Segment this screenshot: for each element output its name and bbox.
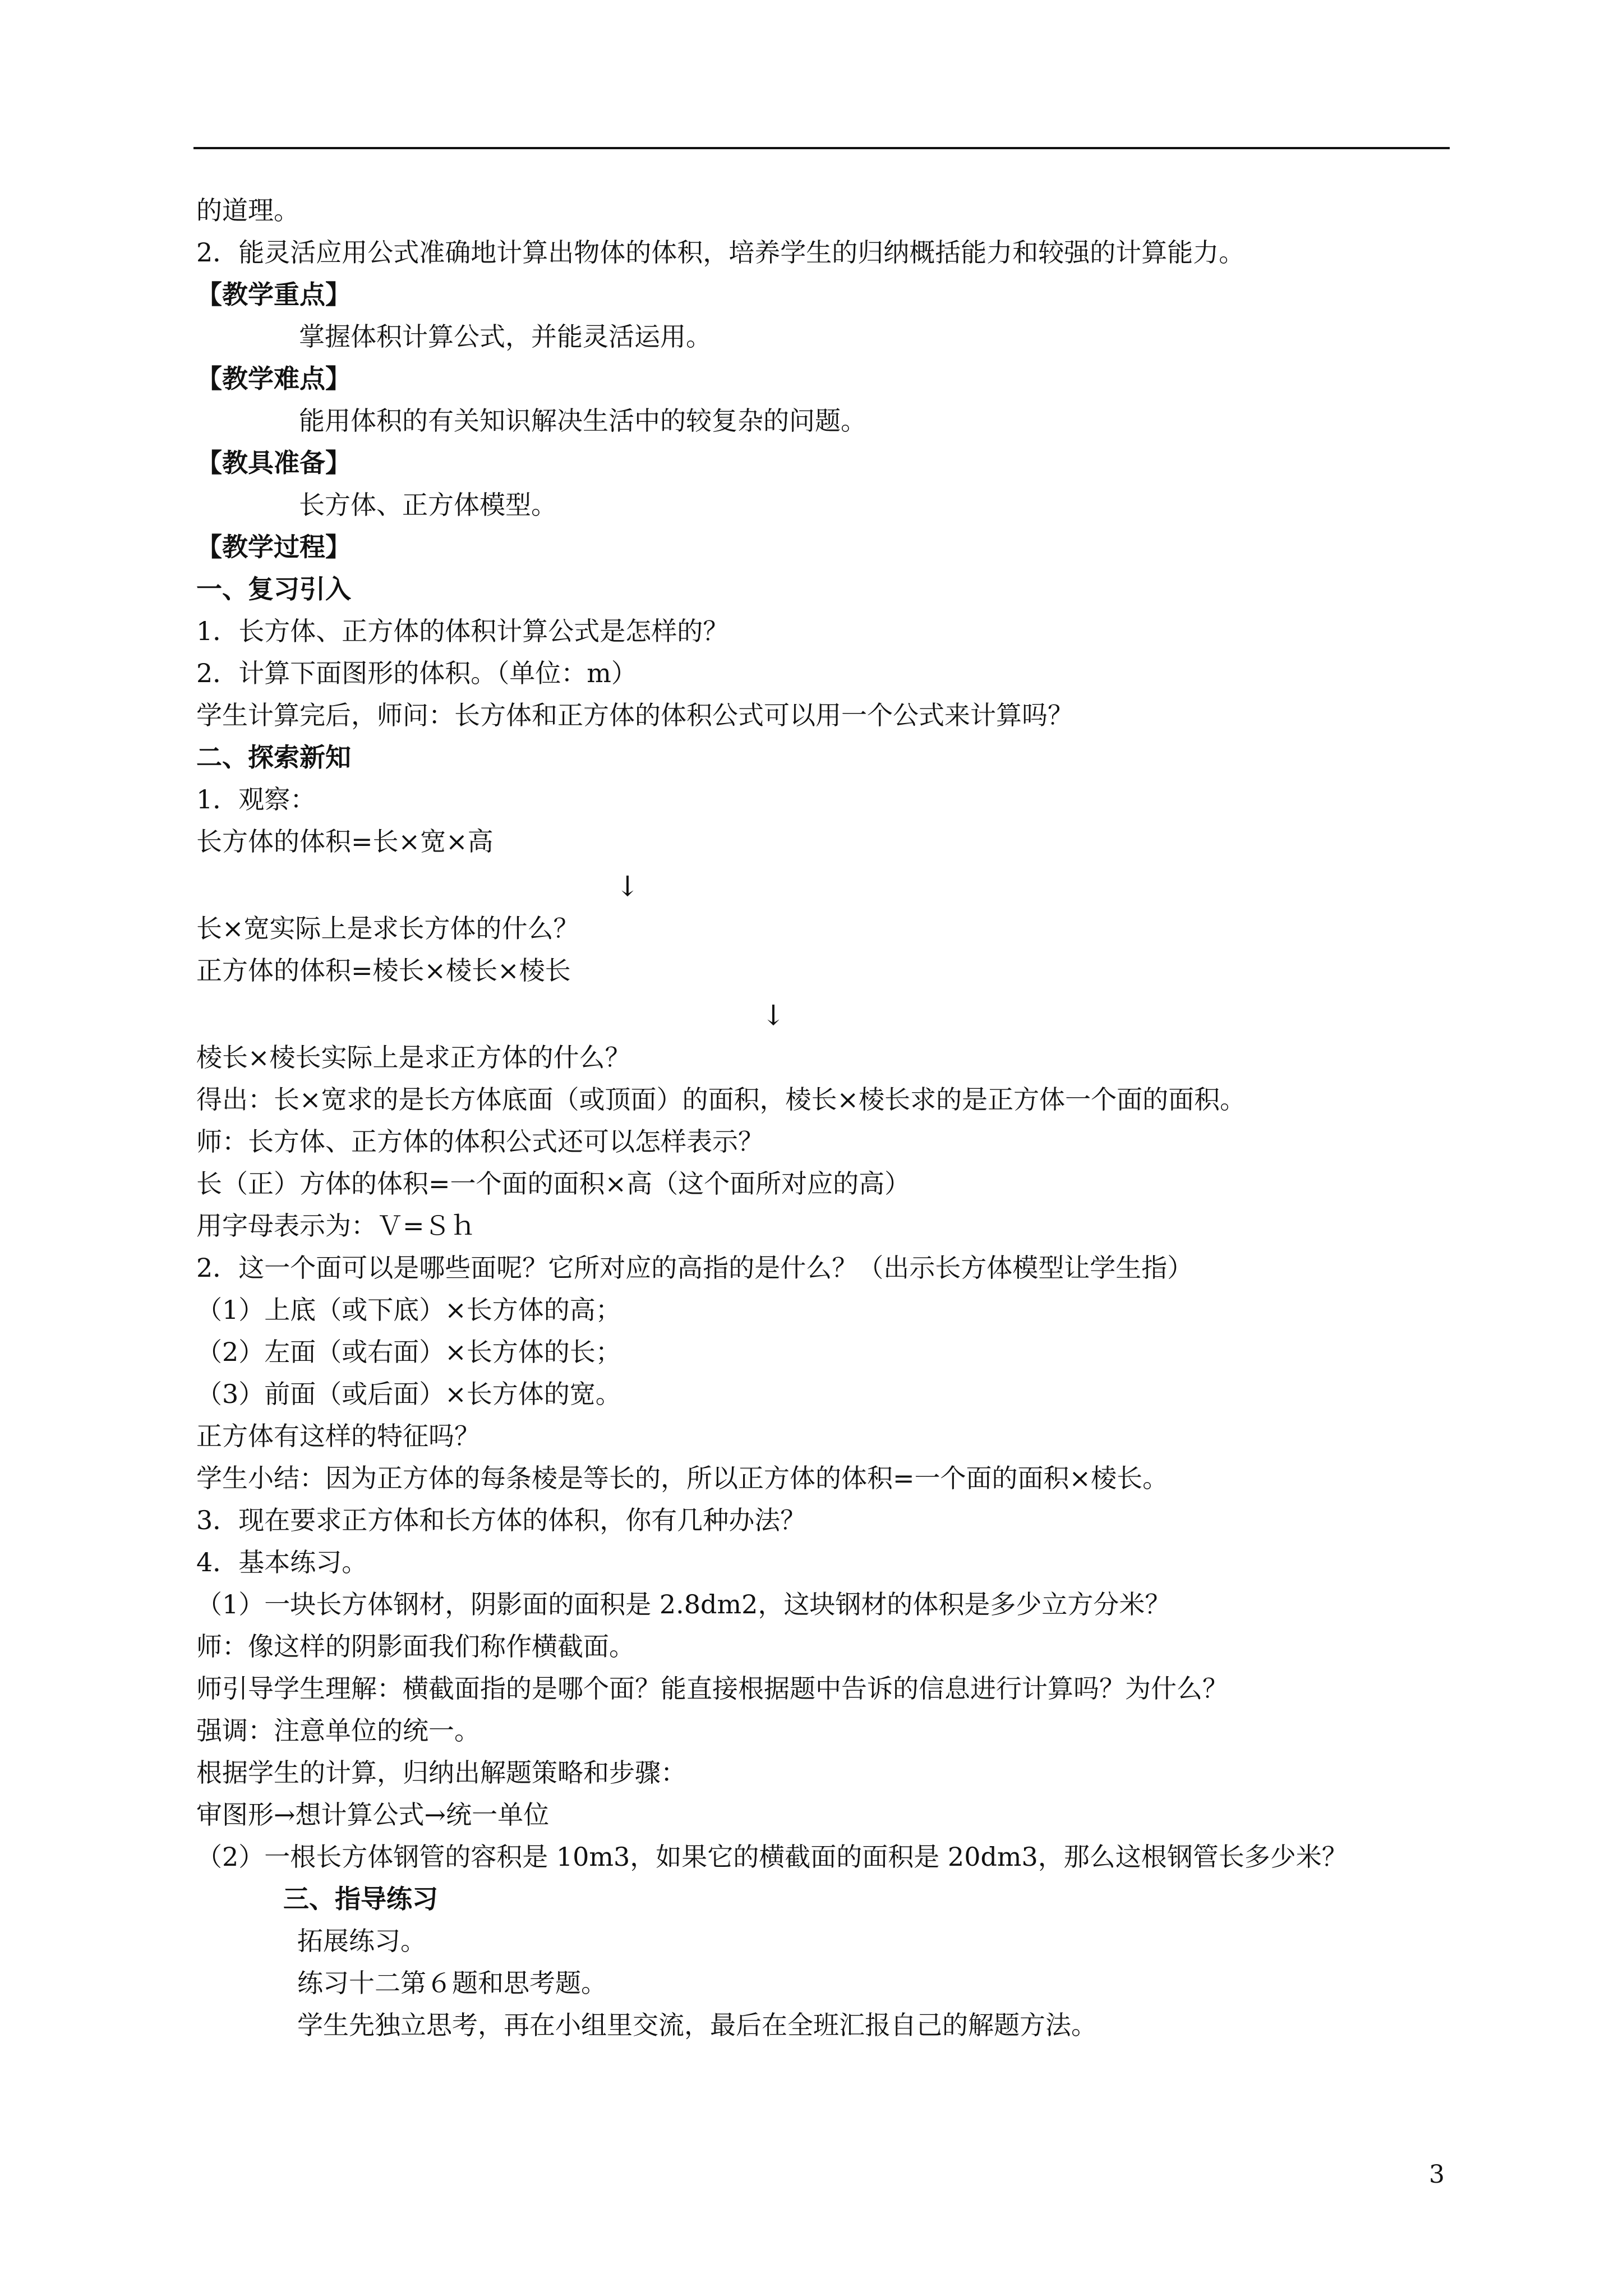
text-line: 2．这一个面可以是哪些面呢？它所对应的高指的是什么？（出示长方体模型让学生指） [196, 1253, 1193, 1283]
text-line: 师：长方体、正方体的体积公式还可以怎样表示？ [196, 1126, 764, 1157]
list-item: （3）前面（或后面）×长方体的宽。 [196, 1379, 621, 1409]
text-line: 得出：长×宽求的是长方体底面（或顶面）的面积，棱长×棱长求的是正方体一个面的面积。 [196, 1084, 1246, 1115]
text-line: 根据学生的计算，归纳出解题策略和步骤： [196, 1757, 686, 1788]
list-item: （1）上底（或下底）×长方体的高； [196, 1295, 621, 1325]
text-line: 3．现在要求正方体和长方体的体积，你有几种办法？ [196, 1505, 806, 1535]
heading-teaching-process: 【教学过程】 [196, 532, 351, 562]
text-line: 长×宽实际上是求长方体的什么？ [196, 913, 579, 944]
exercise-1: （1）一块长方体钢材，阴影面的面积是 2.8dm2，这块钢材的体积是多少立方分米？ [196, 1589, 1171, 1619]
text-line: 学生计算完后，师问：长方体和正方体的体积公式可以用一个公式来计算吗？ [196, 700, 1073, 730]
text-line: 正方体有这样的特征吗？ [196, 1421, 480, 1451]
strategy-steps: 审图形→想计算公式→统一单位 [196, 1800, 550, 1830]
text-line: 的道理。 [196, 195, 299, 226]
exercise-2: （2）一根长方体钢管的容积是 10m3，如果它的横截面的面积是 20dm3，那么这根钢管长多少米？ [196, 1842, 1348, 1872]
page-number: 3 [1429, 2160, 1445, 2189]
heading-key-points: 【教学重点】 [196, 279, 351, 310]
text-line: 1．长方体、正方体的体积计算公式是怎样的？ [196, 616, 729, 646]
text-line: 练习十二第６题和思考题。 [297, 1968, 607, 1998]
section-review: 一、复习引入 [196, 574, 351, 604]
key-points-text: 掌握体积计算公式，并能灵活运用。 [299, 321, 712, 352]
text-line: 学生小结：因为正方体的每条棱是等长的，所以正方体的体积=一个面的面积×棱长。 [196, 1463, 1169, 1493]
difficulties-text: 能用体积的有关知识解决生活中的较复杂的问题。 [299, 406, 866, 436]
text-line: 拓展练习。 [297, 1926, 426, 1956]
teaching-aids-text: 长方体、正方体模型。 [299, 490, 557, 520]
section-explore: 二、探索新知 [196, 742, 351, 772]
text-line: 4．基本练习。 [196, 1547, 368, 1577]
formula-general: 长（正）方体的体积=一个面的面积×高（这个面所对应的高） [196, 1168, 911, 1199]
list-item: （2）左面（或右面）×长方体的长； [196, 1337, 621, 1367]
text-line: 师引导学生理解：横截面指的是哪个面？能直接根据题中告诉的信息进行计算吗？为什么？ [196, 1673, 1228, 1704]
down-arrow-icon: ↓ [616, 870, 639, 903]
heading-teaching-aids: 【教具准备】 [196, 448, 351, 478]
text-line: 学生先独立思考，再在小组里交流，最后在全班汇报自己的解题方法。 [297, 2010, 1097, 2040]
down-arrow-icon: ↓ [762, 999, 785, 1032]
text-line: 师：像这样的阴影面我们称作横截面。 [196, 1631, 635, 1662]
formula-cube: 正方体的体积=棱长×棱长×棱长 [196, 955, 571, 986]
formula-letters: 用字母表示为：Ｖ=Ｓｈ [196, 1211, 476, 1241]
text-line: 强调：注意单位的统一。 [196, 1715, 480, 1746]
objective-2: 2．能灵活应用公式准确地计算出物体的体积，培养学生的归纳概括能力和较强的计算能力。 [196, 237, 1245, 268]
text-line: 2．计算下面图形的体积。（单位：m） [196, 658, 637, 688]
heading-difficulties: 【教学难点】 [196, 364, 351, 394]
header-rule [193, 147, 1450, 149]
formula-cuboid: 长方体的体积=长×宽×高 [196, 826, 494, 857]
text-line: 棱长×棱长实际上是求正方体的什么？ [196, 1042, 631, 1073]
section-guided-practice: 三、指导练习 [283, 1884, 438, 1914]
text-line: 1．观察： [196, 784, 316, 815]
